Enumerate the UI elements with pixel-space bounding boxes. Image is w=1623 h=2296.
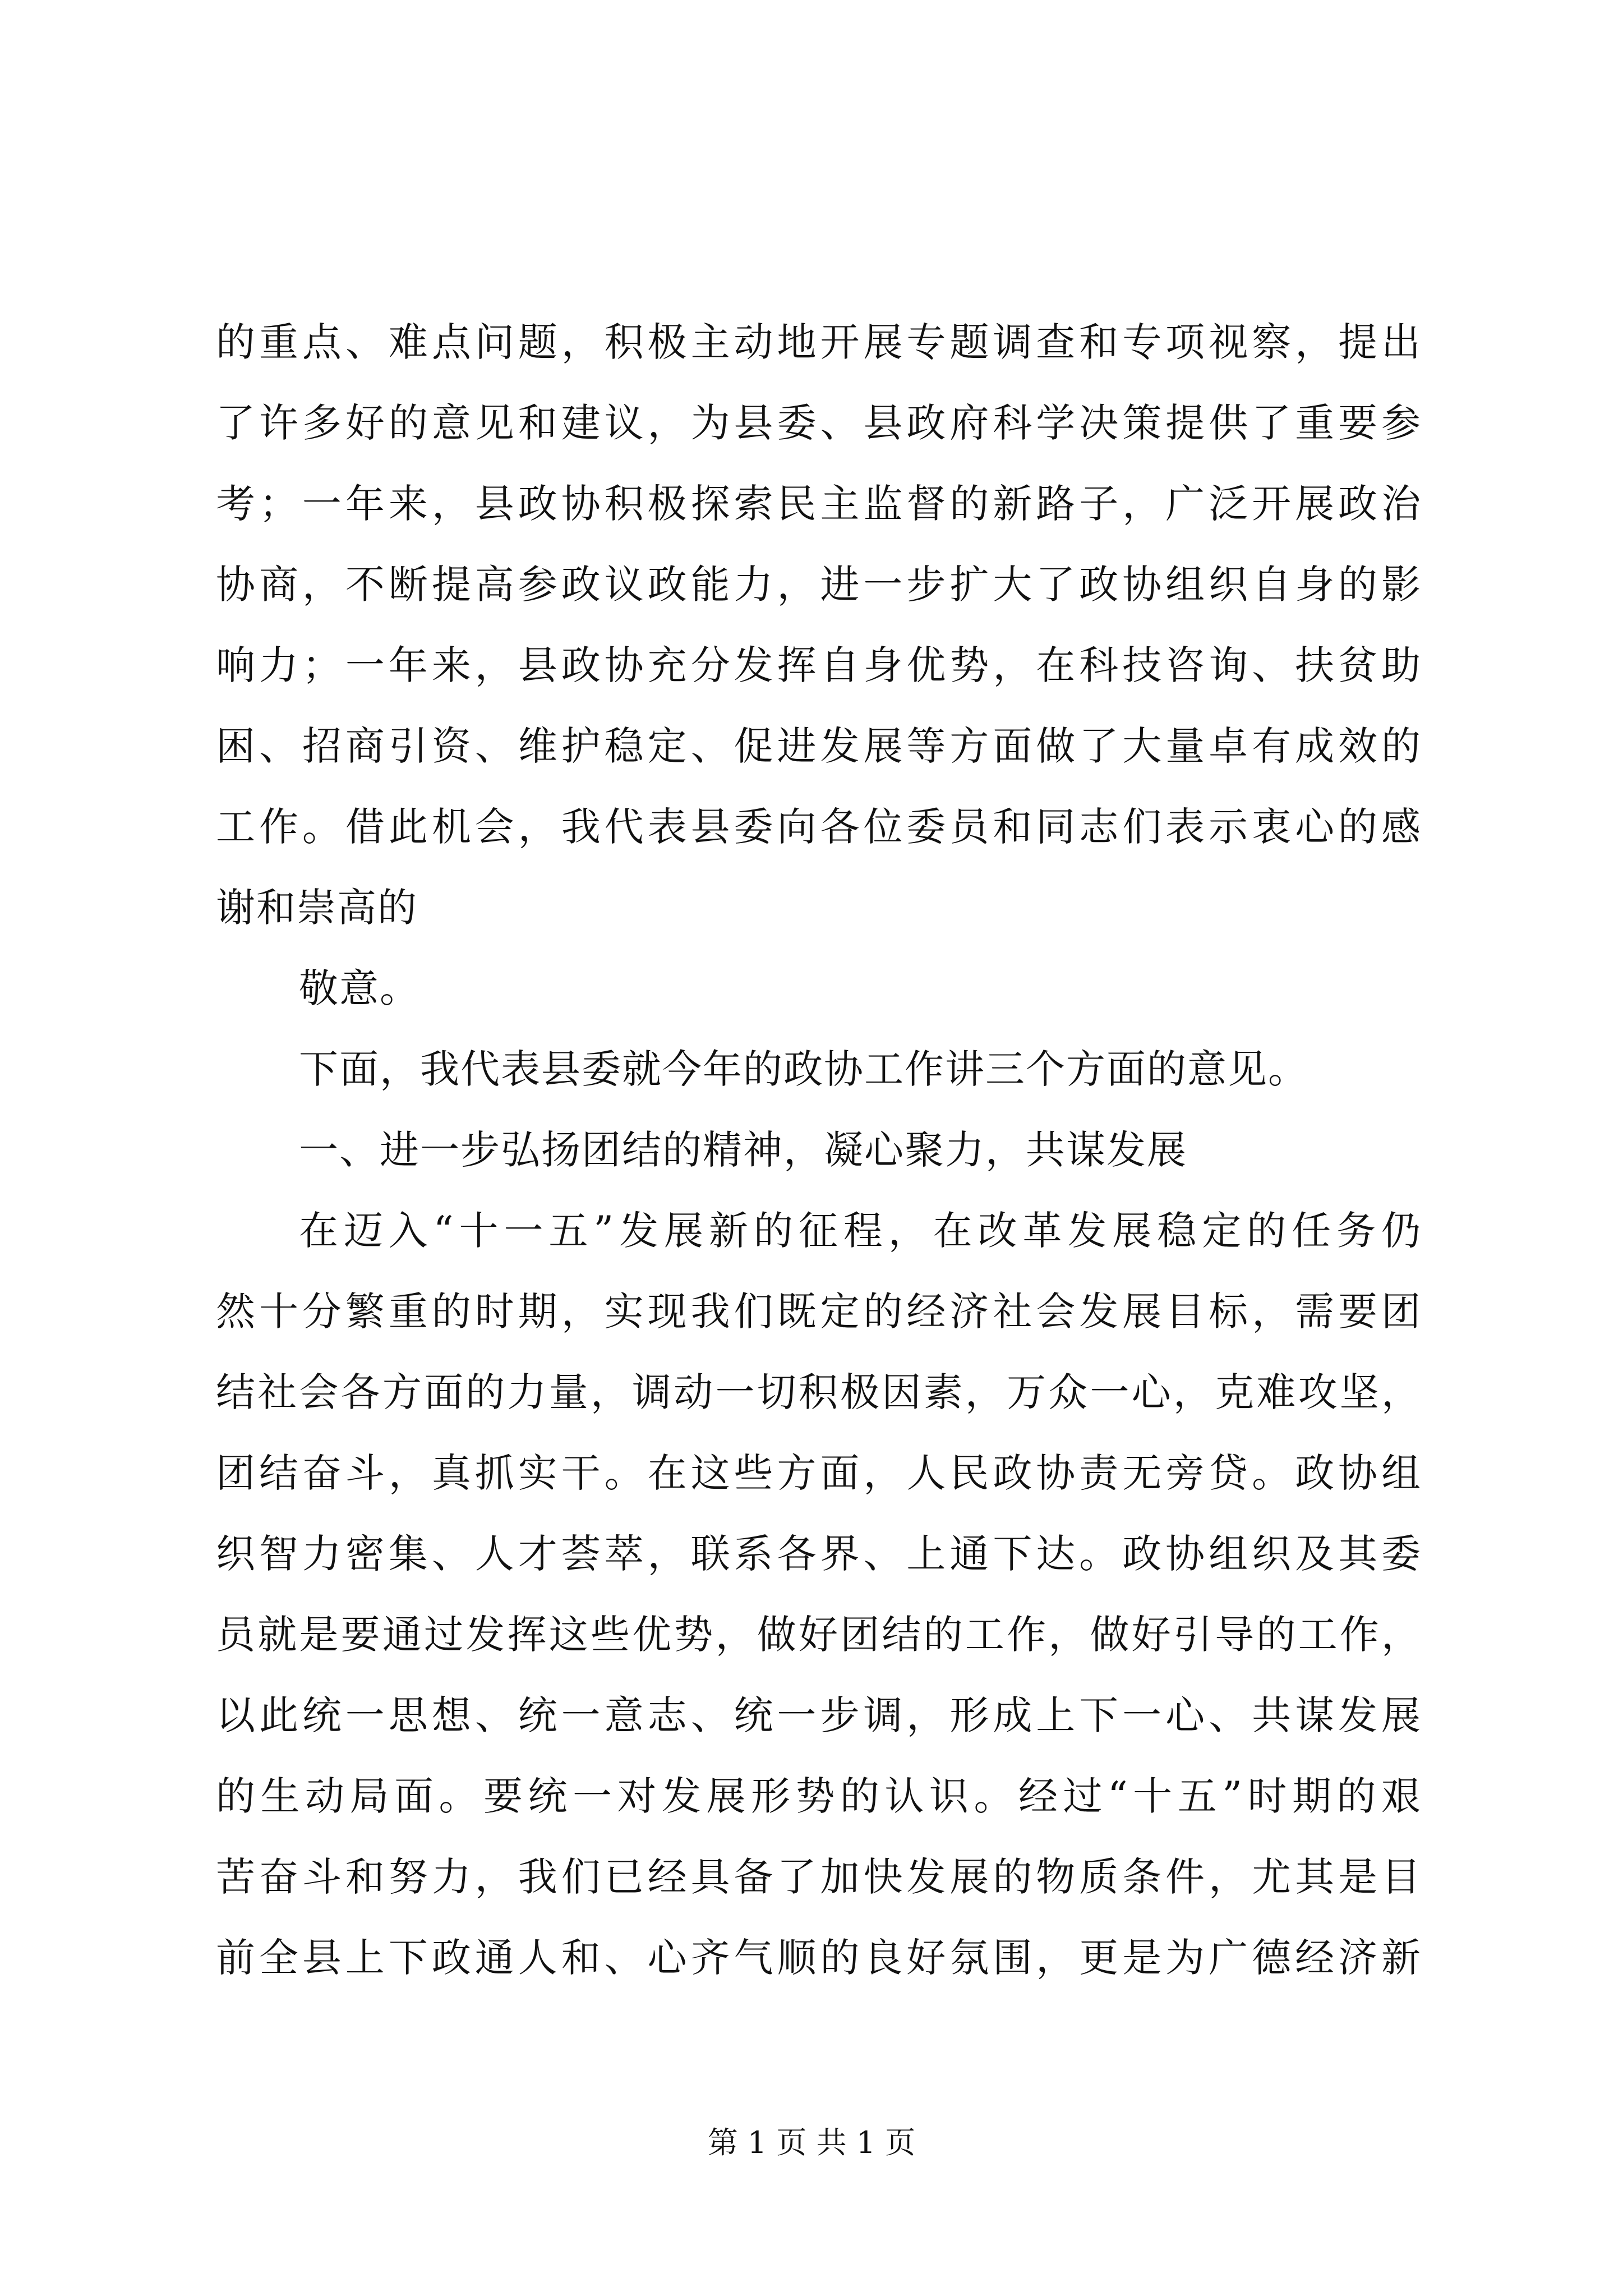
text-line: 团结奋斗，真抓实干。在这些方面，人民政协责无旁贷。政协组 bbox=[216, 1450, 1422, 1496]
text-line: 了许多好的意见和建议，为县委、县政府科学决策提供了重要参 bbox=[216, 400, 1422, 446]
text-line: 困、招商引资、维护稳定、促进发展等方面做了大量卓有成效的 bbox=[216, 723, 1422, 769]
paragraph-line: 下面，我代表县委就今年的政协工作讲三个方面的意见。 bbox=[299, 1046, 1308, 1092]
section-heading: 一、进一步弘扬团结的精神，凝心聚力，共谋发展 bbox=[299, 1127, 1187, 1173]
text-line: 结社会各方面的力量，调动一切积极因素，万众一心，克难攻坚， bbox=[216, 1369, 1422, 1415]
text-line: 员就是要通过发挥这些优势，做好团结的工作，做好引导的工作， bbox=[216, 1612, 1422, 1658]
text-line: 苦奋斗和努力，我们已经具备了加快发展的物质条件，尤其是目 bbox=[216, 1854, 1422, 1900]
text-line: 工作。借此机会，我代表县委向各位委员和同志们表示衷心的感 bbox=[216, 804, 1422, 850]
text-line: 协商，不断提高参政议政能力，进一步扩大了政协组织自身的影 bbox=[216, 562, 1422, 608]
text-line: 的生动局面。要统一对发展形势的认识。经过“十五”时期的艰 bbox=[216, 1773, 1422, 1819]
text-line: 然十分繁重的时期，实现我们既定的经济社会发展目标，需要团 bbox=[216, 1289, 1422, 1335]
text-line: 以此统一思想、统一意志、统一步调，形成上下一心、共谋发展 bbox=[216, 1692, 1422, 1738]
text-line: 前全县上下政通人和、心齐气顺的良好氛围，更是为广德经济新 bbox=[216, 1935, 1422, 1981]
text-line: 织智力密集、人才荟萃，联系各界、上通下达。政协组织及其委 bbox=[216, 1531, 1422, 1577]
text-line: 响力；一年来，县政协充分发挥自身优势，在科技咨询、扶贫助 bbox=[216, 642, 1422, 688]
document-body bbox=[216, 302, 1422, 1998]
text-line: 谢和崇高的 bbox=[216, 885, 418, 931]
text-line: 考；一年来，县政协积极探索民主监督的新路子，广泛开展政治 bbox=[216, 481, 1422, 527]
page-footer: 第 1 页 共 1 页 bbox=[707, 2125, 916, 2160]
paragraph-line: 敬意。 bbox=[299, 965, 420, 1011]
paragraph-line: 在迈入“十一五”发展新的征程，在改革发展稳定的任务仍 bbox=[299, 1208, 1422, 1254]
text-line: 的重点、难点问题，积极主动地开展专题调查和专项视察，提出 bbox=[216, 319, 1422, 365]
